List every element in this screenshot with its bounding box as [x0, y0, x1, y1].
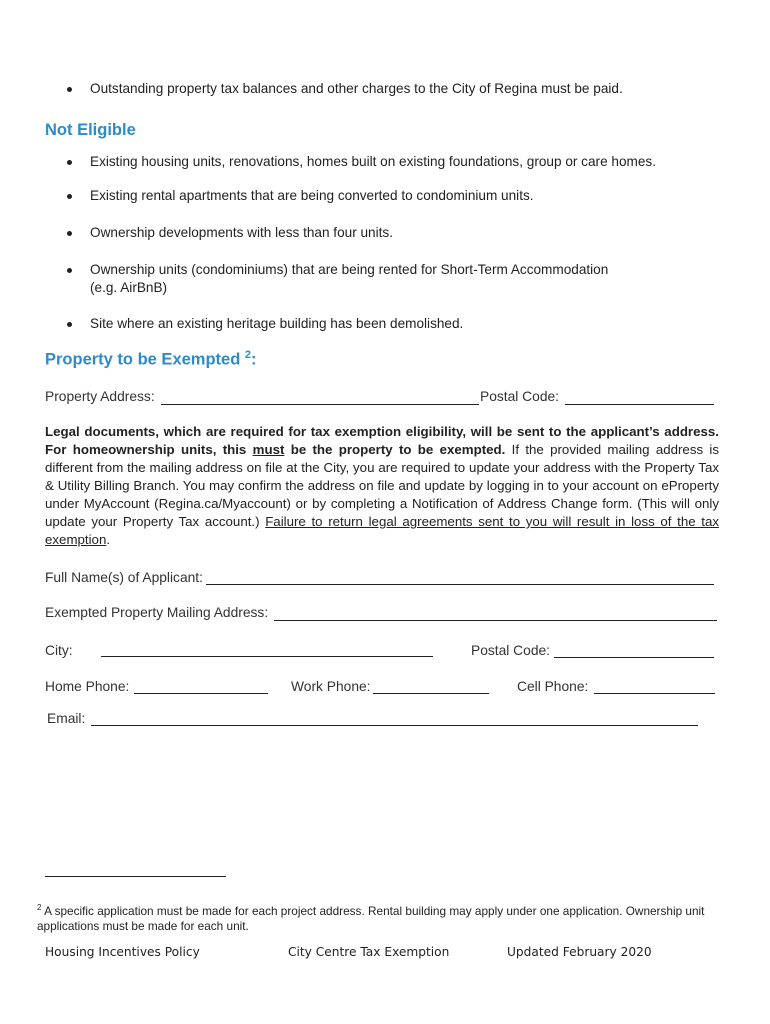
full-name-field[interactable] [206, 584, 714, 585]
city-field[interactable] [101, 656, 433, 657]
applicant-postal-code-label: Postal Code: [471, 643, 550, 658]
bullet-icon [67, 268, 72, 273]
list-item: Site where an existing heritage building has been demolished. [90, 316, 464, 331]
heading-colon: : [251, 350, 257, 369]
cell-phone-label: Cell Phone: [517, 679, 589, 694]
legal-paragraph [45, 423, 719, 549]
full-name-label: Full Name(s) of Applicant: [45, 570, 203, 585]
bullet-icon [67, 160, 72, 165]
legal-bold-text: Legal documents, which are required for tax exemption eligibility, will be sent to the applicant’s address. For homeownership units, this [45, 424, 719, 457]
bullet-icon [67, 231, 72, 236]
list-item: Ownership developments with less than four units. [90, 225, 393, 240]
list-item: Existing housing units, renovations, homes built on existing foundations, group or care homes. [90, 154, 656, 169]
bullet-icon [67, 87, 72, 92]
footnote [37, 900, 721, 934]
heading-text: Property to be Exempted [45, 350, 245, 369]
legal-warning-text: Failure to return legal agreements sent to you will result in loss of the tax exemption [45, 514, 720, 547]
legal-body-text: If the provided mailing address is different from the mailing address on file at the City, you are required to update your address with the Property Tax & Utility Billing Branch. You may confirm the address on file and update by logging in to your account on eProperty under MyAccount (Regina.ca/Myaccount) or by completing a Notification of Address Change form. (This will only update your Property Tax account.) [45, 442, 720, 529]
footnote-separator [45, 876, 226, 877]
footer-left: Housing Incentives Policy [45, 945, 200, 959]
property-address-field[interactable] [161, 404, 479, 405]
bullet-icon [67, 322, 72, 327]
list-item: Outstanding property tax balances and other charges to the City of Regina must be paid. [90, 81, 623, 96]
mailing-address-label: Exempted Property Mailing Address: [45, 605, 269, 620]
list-item: Ownership units (condominiums) that are being rented for Short-Term Accommodation [90, 262, 609, 277]
mailing-address-field[interactable] [274, 620, 717, 621]
legal-must-text: must [252, 442, 285, 457]
footer-center: City Centre Tax Exemption [288, 945, 450, 959]
home-phone-field[interactable] [134, 693, 268, 694]
applicant-postal-code-field[interactable] [554, 657, 714, 658]
footnote-mark: 2 [37, 903, 42, 912]
list-item-continuation: (e.g. AirBnB) [90, 280, 168, 295]
email-field[interactable] [91, 725, 698, 726]
section-heading-property [45, 349, 257, 370]
work-phone-label: Work Phone: [291, 679, 371, 694]
property-address-label: Property Address: [45, 389, 155, 404]
legal-end: . [106, 532, 111, 547]
email-label: Email: [47, 711, 86, 726]
section-heading-not-eligible: Not Eligible [45, 121, 136, 139]
legal-bold-text-2: be the property to be exempted. [284, 442, 506, 457]
home-phone-label: Home Phone: [45, 679, 130, 694]
footnote-ref: 2 [244, 349, 252, 361]
postal-code-field[interactable] [565, 404, 714, 405]
list-item: Existing rental apartments that are being converted to condominium units. [90, 188, 534, 203]
footnote-text: A specific application must be made for each project address. Rental building may apply under one application. Ownership unit applications must be made for each unit. [37, 903, 705, 933]
footer-right: Updated February 2020 [507, 945, 652, 959]
city-label: City: [45, 643, 73, 658]
postal-code-label: Postal Code: [480, 389, 559, 404]
bullet-icon [67, 194, 72, 199]
work-phone-field[interactable] [373, 693, 489, 694]
cell-phone-field[interactable] [594, 693, 715, 694]
